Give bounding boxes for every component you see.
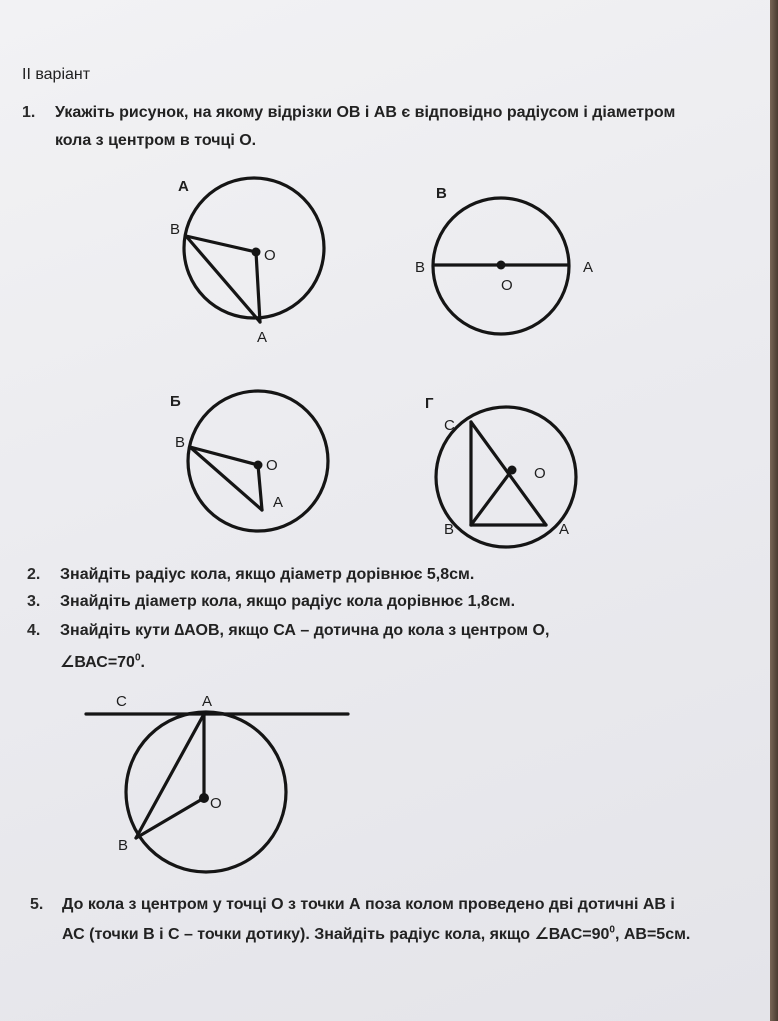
question-4-diagram: [80, 690, 370, 870]
table-edge: [770, 0, 778, 1021]
question-1-text-line2: кола з центром в точці О.: [55, 132, 257, 149]
figure-b-point-b: B: [415, 259, 426, 276]
figure-b-center-dot: [497, 261, 506, 270]
figure-v-diagram: [170, 390, 350, 540]
variant-heading: ІІ варіант: [22, 66, 91, 83]
figure-a-center-dot: [252, 248, 261, 257]
question-5-text-line1: До кола з центром у точці О з точки А поза колом проведено дві дотичні АВ і: [62, 896, 675, 913]
figure-b-diagram: [410, 190, 610, 350]
question-4-text-line1: Знайдіть кути ∆АОВ, якщо СА – дотична до кола з центром О,: [60, 622, 550, 639]
figure-g-segment-bo: [471, 470, 512, 525]
q4-circle: [126, 712, 286, 872]
question-4-text-line2: $\angle ВАС=70^0$.: [60, 652, 145, 671]
q4-point-o: O: [210, 795, 222, 812]
figure-v-center-dot: [254, 461, 263, 470]
question-5-text-line2: АС (точки В і С – точки дотику). Знайдіть радіус кола, якщо $\angle ВАС=90^0$, АВ=5см.: [62, 924, 691, 943]
q4-point-b: B: [118, 837, 129, 854]
figure-g-point-o: O: [534, 465, 546, 482]
figure-b-point-a: A: [583, 259, 594, 276]
question-1-number: 1.: [22, 104, 36, 121]
figure-g-point-c: C: [444, 417, 455, 434]
figure-v-segment-oa: [258, 465, 262, 510]
figure-a-point-a: A: [257, 329, 268, 346]
figure-g-center-dot: [508, 466, 517, 475]
figure-g-diagram: [430, 400, 610, 550]
figure-a-point-o: O: [264, 247, 276, 264]
q4-point-c: C: [116, 693, 127, 710]
figure-v-point-o: O: [266, 457, 278, 474]
figure-a-diagram: [160, 170, 340, 350]
figure-v-option-label: Б: [170, 393, 181, 410]
figure-b-point-o: O: [501, 277, 513, 294]
figure-g-point-a: A: [559, 521, 570, 538]
question-1-text-line1: Укажіть рисунок, на якому відрізки ОВ і АВ є відповідно радіусом і діаметром: [55, 104, 676, 121]
figure-v-point-b: B: [175, 434, 186, 451]
figure-v-point-a: A: [273, 494, 284, 511]
figure-g-option-label: Г: [425, 395, 434, 412]
figure-a-point-b: B: [170, 221, 181, 238]
q4-point-a: A: [202, 693, 213, 710]
question-2-text: Знайдіть радіус кола, якщо діаметр дорівнює 5,8см.: [60, 566, 475, 583]
figure-g-point-b: B: [444, 521, 455, 538]
q4-center-dot: [199, 793, 209, 803]
question-3-number: 3.: [27, 593, 41, 610]
question-5-number: 5.: [30, 896, 44, 913]
question-2-number: 2.: [27, 566, 41, 583]
figure-b-option-label: В: [436, 185, 447, 202]
figure-a-segment-oa: [256, 252, 260, 322]
figure-a-option-label: А: [178, 178, 189, 195]
question-3-text: Знайдіть діаметр кола, якщо радіус кола дорівнює 1,8см.: [60, 593, 516, 610]
question-4-number: 4.: [27, 622, 41, 639]
